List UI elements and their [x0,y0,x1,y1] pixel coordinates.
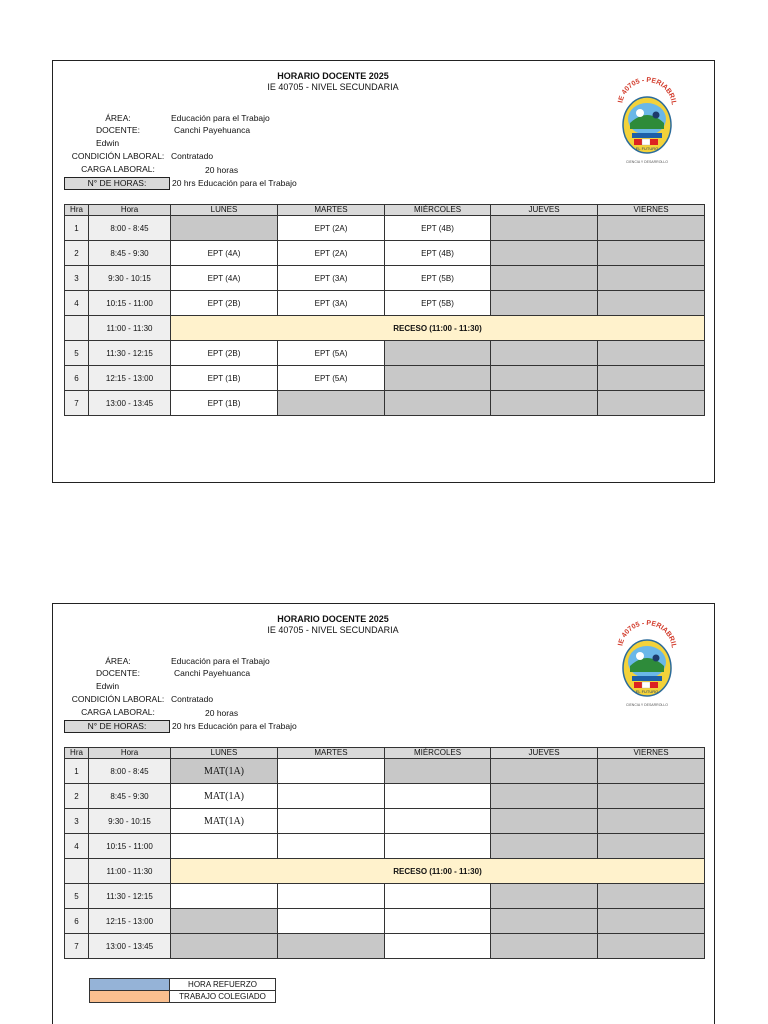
hra-cell: 5 [65,884,89,909]
schedule-cell [598,291,705,316]
recess-cell: RECESO (11:00 - 11:30) [171,859,705,884]
schedule-cell [598,759,705,784]
docente-name: Edwin [96,138,120,148]
logo-arc-text: IE 40705 - PERIABRIL [617,77,677,106]
schedule-table-1 [64,204,705,416]
schedule-cell [385,884,491,909]
schedule-cell [278,809,385,834]
schedule-cell: EPT (3A) [278,266,385,291]
table-row [65,241,705,266]
area-value: Educación para el Trabajo [171,113,270,123]
time-cell: 8:00 - 8:45 [89,216,171,241]
schedule-cell: EPT (2B) [171,291,278,316]
col-lunes: LUNES [171,205,278,216]
legend-item [90,991,276,1003]
docente-value: Canchi Payehuanca [174,125,251,135]
schedule-cell [278,934,385,959]
table-row [65,216,705,241]
schedule-cell [598,366,705,391]
schedule-cell [491,884,598,909]
schedule-cell [385,366,491,391]
table-row [65,784,705,809]
hra-cell: 6 [65,366,89,391]
hra-cell: 2 [65,784,89,809]
schedule-cell [491,391,598,416]
schedule-cell [491,809,598,834]
schedule-cell: EPT (4A) [171,266,278,291]
hra-cell: 7 [65,391,89,416]
schedule-cell [278,834,385,859]
docente-name: Edwin [96,681,120,691]
docente-label: DOCENTE: [96,125,140,135]
time-cell: 10:15 - 11:00 [89,291,171,316]
col-martes: MARTES [278,205,385,216]
area-label: ÁREA: [105,656,131,666]
header-row [65,748,705,759]
col-hora: Hora [89,205,171,216]
table-row [65,366,705,391]
hra-cell: 1 [65,759,89,784]
table-row [65,341,705,366]
table-row [65,759,705,784]
col-hra: Hra [65,748,89,759]
table-row [65,809,705,834]
col-viernes: VIERNES [598,748,705,759]
time-cell: 11:30 - 12:15 [89,884,171,909]
condicion-value: Contratado [171,151,214,161]
horas-label: N° DE HORAS: [64,720,170,733]
schedule-cell [385,784,491,809]
recess-row [65,859,705,884]
hra-cell: 6 [65,909,89,934]
time-cell: 10:15 - 11:00 [89,834,171,859]
schedule-cell: EPT (3A) [278,291,385,316]
logo-bottom-text: CIENCIA Y DESARROLLO [625,160,669,164]
schedule-cell: EPT (5B) [385,291,491,316]
col-miercoles: MIÉRCOLES [385,205,491,216]
docente-label: DOCENTE: [96,668,140,678]
schedule-cell [385,391,491,416]
schedule-cell [598,266,705,291]
horas-value: 20 hrs Educación para el Trabajo [172,178,297,188]
table-row [65,934,705,959]
schedule-cell [171,909,278,934]
schedule-cell [385,809,491,834]
table-row [65,909,705,934]
schedule-cell [491,291,598,316]
schedule-cell: EPT (2A) [278,241,385,266]
col-jueves: JUEVES [491,748,598,759]
col-lunes: LUNES [171,748,278,759]
schedule-cell [598,884,705,909]
time-cell: 13:00 - 13:45 [89,934,171,959]
condicion-value: Contratado [171,694,214,704]
hra-cell: 3 [65,809,89,834]
hra-cell: 1 [65,216,89,241]
logo-band-text: EL FUTURO [635,689,659,694]
legend-label: TRABAJO COLEGIADO [170,991,276,1003]
schedule-cell [491,784,598,809]
schedule-cell [491,241,598,266]
carga-value: 20 horas [205,708,239,718]
schedule-cell: EPT (4A) [171,241,278,266]
schedule-cell [491,366,598,391]
hra-cell: 7 [65,934,89,959]
schedule-cell: EPT (5A) [278,366,385,391]
schedule-cell [491,216,598,241]
page-title: HORARIO DOCENTE 2025 [277,614,389,624]
time-cell: 11:00 - 11:30 [89,859,171,884]
time-cell: 8:00 - 8:45 [89,759,171,784]
table-row [65,291,705,316]
schedule-sheet-2 [52,603,715,1024]
schedule-cell [598,391,705,416]
schedule-cell [598,784,705,809]
logo-band-text: EL FUTURO [635,146,659,151]
col-martes: MARTES [278,748,385,759]
logo-bottom-text: CIENCIA Y DESARROLLO [625,703,669,707]
legend-label: HORA REFUERZO [170,979,276,991]
page-subtitle: IE 40705 - NIVEL SECUNDARIA [267,82,399,92]
schedule-cell [491,934,598,959]
schedule-cell: EPT (2A) [278,216,385,241]
time-cell: 13:00 - 13:45 [89,391,171,416]
hra-cell [65,316,89,341]
schedule-cell [385,759,491,784]
schedule-cell [598,241,705,266]
schedule-cell [598,809,705,834]
schedule-cell [385,934,491,959]
time-cell: 8:45 - 9:30 [89,784,171,809]
schedule-cell [278,391,385,416]
schedule-cell [385,909,491,934]
schedule-cell: EPT (1B) [171,366,278,391]
schedule-cell: EPT (2B) [171,341,278,366]
horas-value: 20 hrs Educación para el Trabajo [172,721,297,731]
table-row [65,834,705,859]
schedule-cell: EPT (4B) [385,216,491,241]
time-cell: 12:15 - 13:00 [89,909,171,934]
schedule-cell [491,341,598,366]
col-miercoles: MIÉRCOLES [385,748,491,759]
table-row [65,266,705,291]
schedule-cell [385,341,491,366]
area-label: ÁREA: [105,113,131,123]
carga-label: CARGA LABORAL: [81,164,155,174]
schedule-cell: EPT (1B) [171,391,278,416]
school-logo [616,77,678,169]
horas-label: N° DE HORAS: [64,177,170,190]
condicion-label: CONDICIÓN LABORAL: [71,151,165,161]
schedule-cell [385,834,491,859]
schedule-cell [171,216,278,241]
recess-row [65,316,705,341]
page-subtitle: IE 40705 - NIVEL SECUNDARIA [267,625,399,635]
schedule-cell: EPT (5B) [385,266,491,291]
schedule-cell [278,909,385,934]
col-hora: Hora [89,748,171,759]
legend [89,978,276,1003]
schedule-cell [598,909,705,934]
time-cell: 12:15 - 13:00 [89,366,171,391]
time-cell: 9:30 - 10:15 [89,809,171,834]
schedule-cell [491,834,598,859]
schedule-cell [598,341,705,366]
hra-cell: 5 [65,341,89,366]
schedule-cell: MAT(1A) [171,809,278,834]
schedule-cell: EPT (4B) [385,241,491,266]
legend-swatch-refuerzo [90,979,170,991]
schedule-cell [171,884,278,909]
hra-cell: 4 [65,291,89,316]
legend-item [90,979,276,991]
hra-cell: 4 [65,834,89,859]
schedule-cell [598,216,705,241]
time-cell: 11:30 - 12:15 [89,341,171,366]
hra-cell: 3 [65,266,89,291]
schedule-cell [491,909,598,934]
condicion-label: CONDICIÓN LABORAL: [71,694,165,704]
logo-arc-text: IE 40705 - PERIABRIL [617,620,677,649]
schedule-cell [598,834,705,859]
col-jueves: JUEVES [491,205,598,216]
schedule-cell [278,759,385,784]
table-row [65,391,705,416]
recess-cell: RECESO (11:00 - 11:30) [171,316,705,341]
area-value: Educación para el Trabajo [171,656,270,666]
docente-value: Canchi Payehuanca [174,668,251,678]
schedule-cell [278,784,385,809]
school-logo [616,620,678,712]
time-cell: 9:30 - 10:15 [89,266,171,291]
schedule-cell [171,834,278,859]
legend-swatch-colegiado [90,991,170,1003]
time-cell: 8:45 - 9:30 [89,241,171,266]
header-row [65,205,705,216]
col-viernes: VIERNES [598,205,705,216]
schedule-cell [491,266,598,291]
col-hra: Hra [65,205,89,216]
page-title: HORARIO DOCENTE 2025 [277,71,389,81]
schedule-cell [491,759,598,784]
schedule-table-2 [64,747,705,959]
schedule-cell: MAT(1A) [171,759,278,784]
time-cell: 11:00 - 11:30 [89,316,171,341]
hra-cell: 2 [65,241,89,266]
schedule-cell [278,884,385,909]
schedule-sheet-1 [52,60,715,483]
carga-value: 20 horas [205,165,239,175]
schedule-cell [598,934,705,959]
carga-label: CARGA LABORAL: [81,707,155,717]
schedule-cell [171,934,278,959]
table-row [65,884,705,909]
hra-cell [65,859,89,884]
schedule-cell: MAT(1A) [171,784,278,809]
schedule-cell: EPT (5A) [278,341,385,366]
